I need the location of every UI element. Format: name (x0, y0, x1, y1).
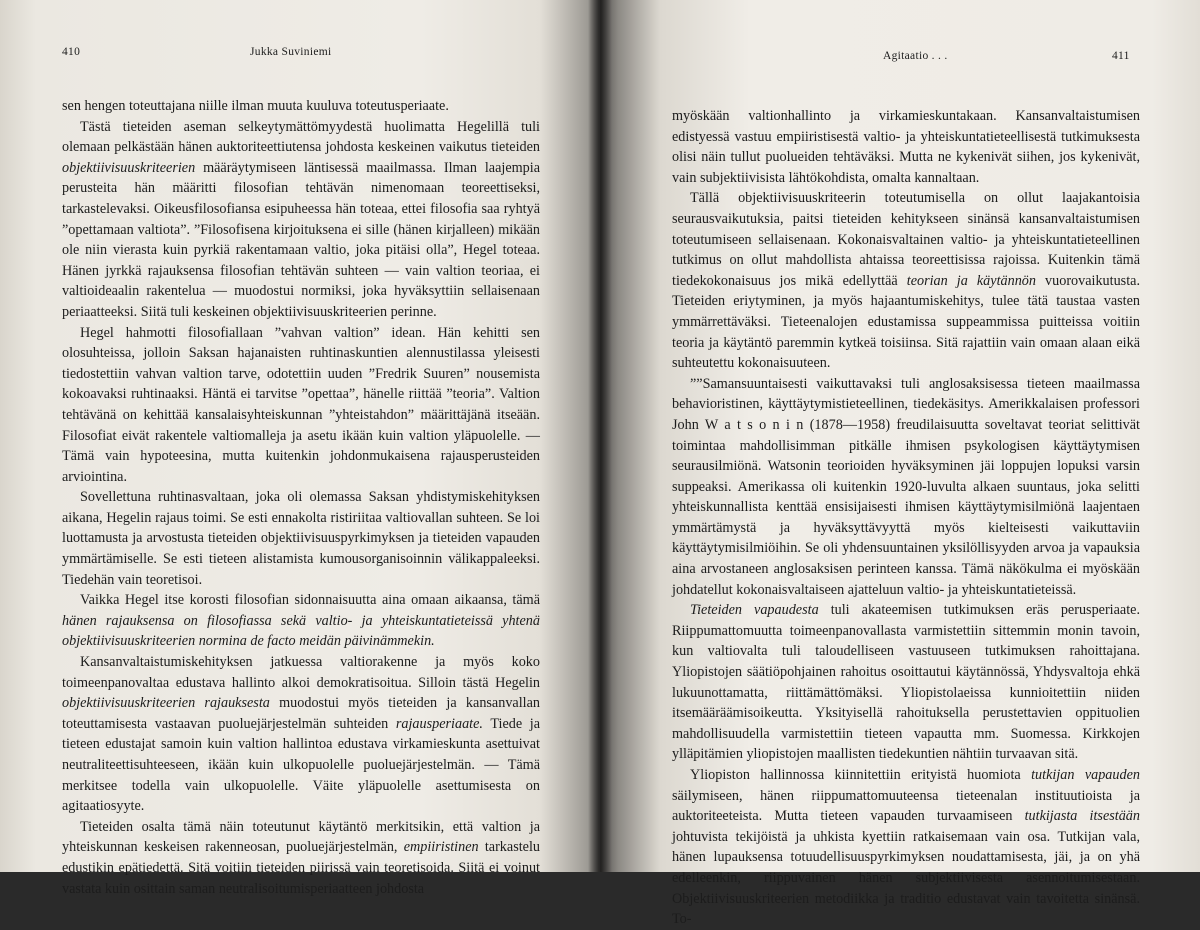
paragraph (672, 600, 1140, 765)
paragraph (62, 117, 540, 323)
text-run: tarkastelu edustikin epätiedettä. Sitä voitiin tieteiden piirissä vain teoretisoida. Siitä ei voinut vastata kuin osittain saman neutralisoitumisperiaatteen johdosta (62, 839, 540, 897)
italic-text: objektiivisuuskriteerien rajauksesta (62, 695, 270, 712)
text-run: Tieteiden osalta tämä näin toteutunut käytäntö merkitsikin, että valtion ja yhteiskunnan keskeisen rakenneosan, puoluejärjestelmän, (62, 818, 540, 856)
paragraph (62, 652, 540, 817)
running-head: Jukka Suviniemi (250, 46, 332, 58)
text-run: myöskään valtionhallinto ja virkamieskuntakaan. Kansanvaltaistumisen edistyessä vastuu empiiristisestä valtio- ja yhteiskuntatieteellisestä tutkimuksesta olisi näin tullut puolueiden tehtäväksi. Mutta ne kykenivät siihen, jos kykenivät, vain subjektiivisista lähtökohdista, omalta kannaltaan. (672, 108, 1140, 186)
paragraph (62, 323, 540, 488)
italic-text: tutkijan vapauden (1031, 767, 1140, 783)
italic-text: Tieteiden vapaudesta (690, 602, 819, 619)
text-run: Sovellettuna ruhtinasvaltaan, joka oli olemassa Saksan yhdistymiskehityksen aikana, Hegelin rajaus toimi. Se esti ennakolta ristiriitaa valtiovallan suhteen. Se loi luottamusta ja arvostusta tieteiden objektiivisuuspyrkimyksen ja tieteiden vapauden ymmärtämiselle. Se esti tieteen alistamista kumousorganisoinnin välikappaleeksi. Tiedehän vain teoretisoi. (62, 489, 540, 588)
paragraph (62, 96, 540, 117)
page-number: 410 (62, 46, 81, 58)
running-head: Agitaatio . . . (883, 50, 948, 62)
italic-text: teorian ja käytännön (906, 272, 1036, 289)
text-run: ””Samansuuntaisesti vaikuttavaksi tuli anglosaksisessa tieteen maailmassa behavioristinen, käyttäytymistieteellinen, tiedekäsitys. Amerikkalaisen professori John W a t s o n i n (1878—1958) freudilaisuutta soveltavat teoriat selittivät toimintaa mahdollisimman pitkälle ihmisen psykologisen käyttäytymisen seurausilmiönä. Watsonin teorioiden hyväksyminen jäi loppujen lopuksi varsin suppeaksi. Amerikassa oli kuitenkin 1920-luvulta alkaen suuntaus, joka selitti yhteiskunnallista kenttää ensisijaisesti ihmisen käyttäytymisilmiönä laajentaen ymmärtämystä ja hyväksyttävyyttä myös kielteisesti vaikuttaviin käyttäytymisilmiöihin. Se oli yhdensuuntainen yksilöllisyyden arvoa ja vapauksia aina arvostaneen anglosaksisen perinteen kanssa. Tämä näkökulma ei myöskään johdatellut kokonaisvaltaiseen ajatteluun valtio- ja yhteiskuntatieteissä. (672, 375, 1140, 598)
text-run: Kansanvaltaistumiskehityksen jatkuessa valtiorakenne ja myös koko toimeenpanovaltaa edustava hallinto alkoi demokratisoitua. Silloin tästä Hegelin (62, 654, 540, 691)
paragraph (62, 817, 540, 899)
paragraph (672, 106, 1140, 188)
text-run: Tällä objektiivisuuskriteerin toteutumisella on ollut laajakantoisia seurausvaikutuksia, paitsi tieteiden kehitykseen sinänsä kansanvaltaistumisen toteutumiseen sellaisenaan. Kokonaisvaltainen valtio- ja yhteiskuntatieteellinen tutkimus on ollut mahdollista ahtaissa teoreettisissa rajoissa. Kuitenkin tämä tiedekokonaisuus jos mikä edellyttää (672, 190, 1140, 289)
text-run: Vaikka Hegel itse korosti filosofian sidonnaisuutta aina omaan aikaansa, tämä (80, 592, 540, 609)
text-run: muodostui myös tieteiden ja kansanvallan toteuttamisesta vastaavan puoluejärjestelmän suhteiden (62, 695, 540, 732)
left-page (0, 0, 600, 897)
text-run: Tästä tieteiden aseman selkeytymättömyydestä huolimatta Hegelillä tuli olemaan pelkästään hänen auktoriteettiutensa johdosta keskeinen vaikutus tieteiden (62, 118, 540, 156)
text-run: vuorovaikutusta. Tieteiden eriytyminen, ja myös hajaantumiskehitys, tulee tätä taustaa vasten ymmärrettäväksi. Tieteenalojen edustamissa suppeammissa puitteissa voitiin teoria ja käytäntö paremmin kytkeä toisiinsa. Sitä rajattiin vain omaan alaan eikä suhteutettu kokonaisuuteen. (672, 272, 1140, 372)
paragraph (62, 590, 540, 652)
page-body (62, 96, 540, 899)
italic-text: rajausperiaate. (395, 715, 483, 732)
italic-text: tutkijasta itsestään (1024, 808, 1140, 825)
text-run: Hegel hahmotti filosofiallaan ”vahvan valtion” idean. Hän kehitti sen olosuhteissa, jolloin Saksan hajanaisten ruhtinaskuntien alennustilassa yleisesti tiedostettiin vahvan valtion tarve, odotettiin uuden ”Fredrik Suuren” nousemista kokoavaksi ruhtinaaksi. Häntä ei tarvitse ”opettaa”, hänelle riittää ”teoria”. Valtion tehtävänä on kehittää kansalaisyhteiskunnan ”yhteistahdon” määrittäjänä itseään. Filosofiat eivät rakentele valtiomalleja ja asetu ikään kuin valtion yläpuolelle. — Tämä vain hypoteesina, mutta kuitenkin johdonmukaisena rajausperusteiden arviointina. (62, 324, 540, 485)
paragraph (62, 487, 540, 590)
page-number: 411 (1112, 50, 1130, 62)
text-run: Tiede ja tieteen edustajat samoin kuin valtion hallintoa edustava virkamieskunta asettuivat neutraliteettisuhteeseen, ikään kuin ulkopuolelle puoluejärjestelmän. — Tämä merkitsee todella vain ulkopuolelle. Väite yläpuolelle asettumisesta on agitaatiosyyte. (62, 715, 541, 815)
paragraph (672, 765, 1140, 930)
paragraph (672, 188, 1140, 373)
text-run: sen hengen toteuttajana niille ilman muuta kuuluva toteutusperiaate. (62, 98, 449, 114)
italic-text: objektiivisuuskriteerien (62, 159, 196, 176)
text-run: Yliopiston hallinnossa kiinnitettiin erityistä huomiota (690, 767, 1032, 783)
text-run: määräytymiseen läntisessä maailmassa. Ilman laajempia perusteita hän määritti filosofian tehtävän nimenomaan teoreettiseksi, tarkastelevaksi. Oikeusfilosofiansa esipuheessa hän toteaa, ettei filosofia saa ryhtyä ”opettamaan valtiota”. ”Filosofisena kirjoituksena ei sille (hänen kirjalleen) mikään ole niin vierasta kuin pyrkiä rakentamaan valtio, joka pitäisi olla”, Hegel toteaa. Hänen jyrkkä rajauksensa filosofian tehtävän suhteen — vain valtion teoriaa, ei valtioideaalin rakentelua — muodostui normiksi, joka hyväksyttiin sellaisenaan periaatteeksi. Siitä tuli keskeinen objektiivisuuskriteerien perinne. (62, 159, 540, 320)
text-run: johtuvista tekijöistä ja uhkista kyettiin ratkaisemaan vain osa. Tutkijan vala, hänen lupauksensa totuudellisuuspyrkimyksen noudattamisesta, jäi, ja on yhä edelleenkin, riippuvainen hänen subjektiivisesta asennoitumisestaan. Objektiivisuuskriteerien metodiikka ja traditio edustavat vain tavoitetta sinänsä. To- (672, 828, 1140, 928)
text-run: säilymiseen, hänen riippumattomuuteensa tieteenalan instituutioista ja auktoriteeteista. Mutta tieteen vapauden turvaamiseen (672, 787, 1140, 825)
paragraph (672, 374, 1140, 601)
page-body (672, 106, 1140, 930)
book-gutter (588, 0, 612, 872)
text-run: tuli akateemisen tutkimuksen eräs perusperiaate. Riippumattomuutta toimeenpanovallasta varmistettiin sittemmin monin tavoin, kun valtiovalta tuli taloudelliseen vastuuseen tutkimuksen rahoittajana. Yliopistojen säätiöpohjainen rahoitus osoittautui käytännössä, Yhdysvaltoja ehkä lukuunottamatta, riittämättömäksi. Yliopistolaeissa kunnioitettiin niiden itsemääräämisoikeutta. Yksityisellä rahoituksella perustettavien oppituolien mahdollisuudella varmistettiin tieteen vapautta mm. Suomessa. Kirkkojen ylläpitämien yliopistojen maallisten tiedekuntien nähtiin turvaavan sitä. (672, 602, 1141, 763)
italic-text: empiiristinen (403, 839, 479, 856)
right-page (600, 0, 1200, 928)
italic-text: hänen rajauksensa on filosofiassa sekä valtio- ja yhteiskuntatieteissä yhtenä objektiivisuuskriteerien normina de facto meidän päivinämmekin. (62, 612, 540, 650)
